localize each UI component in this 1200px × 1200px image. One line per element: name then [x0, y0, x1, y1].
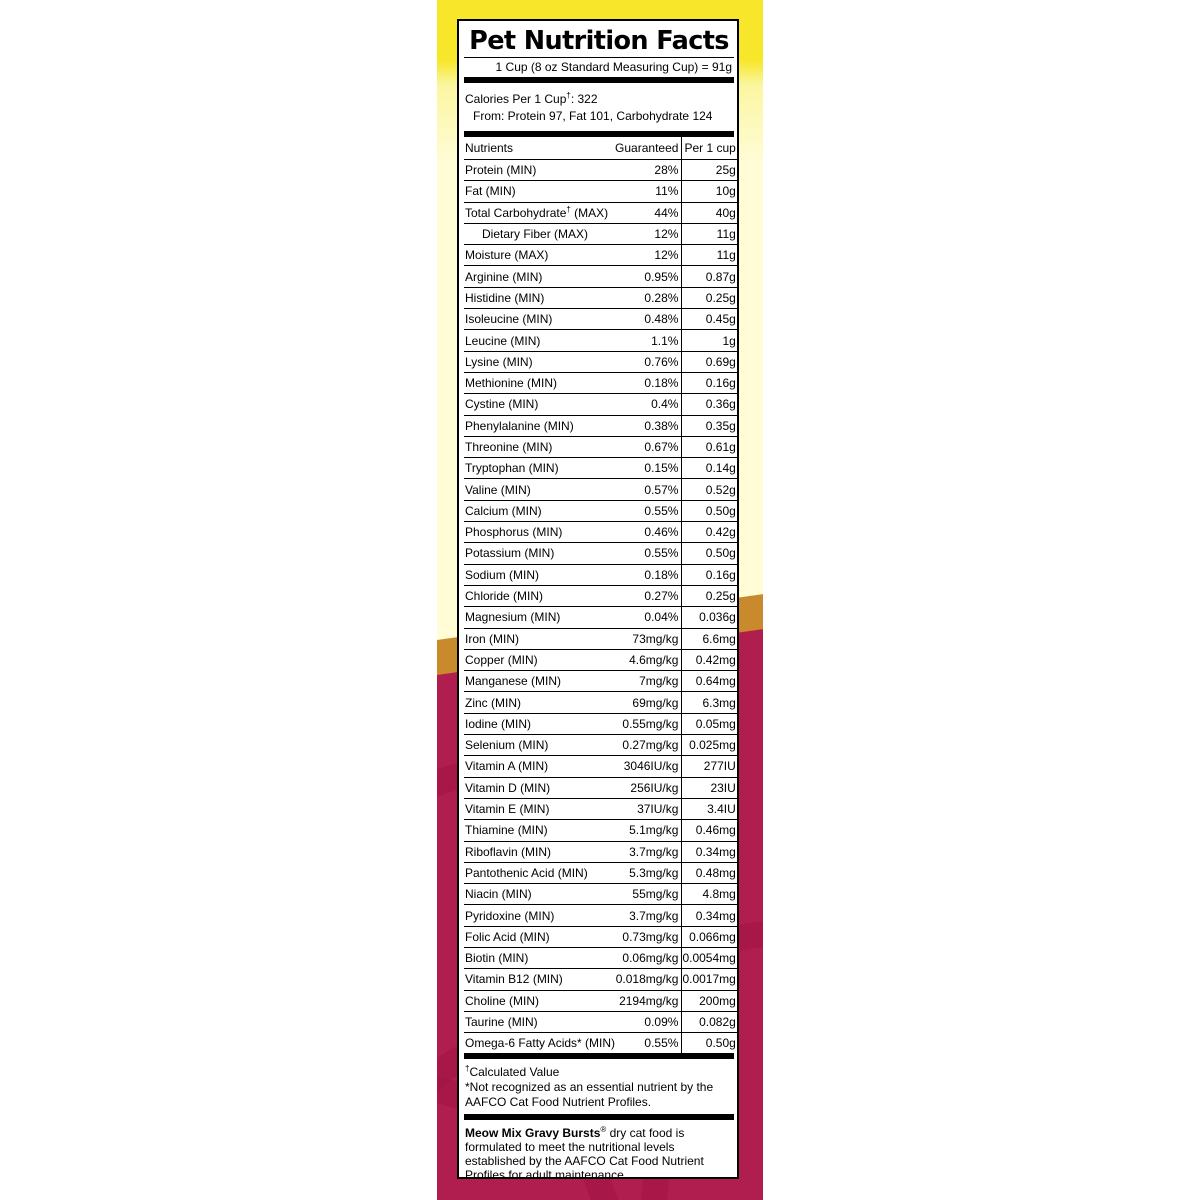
- nutrient-name: [464, 522, 615, 543]
- footnotes: [464, 1059, 734, 1114]
- nutrient-name-text: Biotin (MIN): [465, 951, 529, 966]
- per-cup-value: 0.0054mg: [682, 947, 738, 968]
- nutrient-name: [464, 500, 615, 521]
- nutrient-name: [464, 905, 615, 926]
- nutrient-name-text: Iron (MIN): [465, 631, 519, 646]
- nutrient-name: [464, 947, 615, 968]
- guaranteed-value: 44%: [615, 202, 681, 223]
- nutrient-name-text: Niacin (MIN): [465, 887, 532, 902]
- per-cup-value: 0.45g: [682, 309, 738, 330]
- guaranteed-value: 0.018mg/kg: [615, 969, 681, 990]
- guaranteed-value: 2194mg/kg: [615, 990, 681, 1011]
- table-row: [464, 543, 738, 564]
- per-cup-value: 0.25g: [682, 585, 738, 606]
- guaranteed-value: 0.06mg/kg: [615, 947, 681, 968]
- guaranteed-value: 0.95%: [615, 266, 681, 287]
- per-cup-value: 25g: [682, 160, 738, 181]
- guaranteed-value: 0.27%: [615, 585, 681, 606]
- footnote-calculated: [465, 1065, 734, 1080]
- nutrient-name-text: Tryptophan (MIN): [465, 461, 559, 476]
- per-cup-value: 0.34mg: [682, 841, 738, 862]
- table-row: [464, 564, 738, 585]
- per-cup-value: 0.50g: [682, 1033, 738, 1054]
- guaranteed-value: 0.57%: [615, 479, 681, 500]
- nutrient-name: [464, 372, 615, 393]
- guaranteed-value: 3.7mg/kg: [615, 841, 681, 862]
- per-cup-value: 0.48mg: [682, 862, 738, 883]
- per-cup-value: 200mg: [682, 990, 738, 1011]
- table-row: [464, 458, 738, 479]
- guaranteed-value: 28%: [615, 160, 681, 181]
- per-cup-value: 0.16g: [682, 372, 738, 393]
- table-row: [464, 671, 738, 692]
- per-cup-value: 277IU: [682, 756, 738, 777]
- nutrient-name: [464, 160, 615, 181]
- per-cup-value: 11g: [682, 245, 738, 266]
- guaranteed-value: 0.55%: [615, 543, 681, 564]
- per-cup-value: 0.082g: [682, 1011, 738, 1032]
- nutrient-name-text: Moisture (MAX): [465, 248, 549, 263]
- guaranteed-value: 5.3mg/kg: [615, 862, 681, 883]
- nutrient-name-text: Valine (MIN): [465, 482, 531, 497]
- nutrient-name-text: Isoleucine (MIN): [465, 312, 553, 327]
- nutrient-name-text: Vitamin D (MIN): [465, 780, 551, 795]
- nutrient-name-text: Protein (MIN): [465, 163, 537, 178]
- nutrient-name-text: Choline (MIN): [465, 993, 540, 1008]
- nutrient-name: [464, 692, 615, 713]
- nutrient-name: [464, 585, 615, 606]
- table-row: [464, 522, 738, 543]
- table-row: [464, 1033, 738, 1054]
- table-row: [464, 436, 738, 457]
- guaranteed-value: 0.28%: [615, 287, 681, 308]
- table-row: [464, 372, 738, 393]
- nutrient-name: [464, 223, 615, 244]
- calories-value: : 322: [570, 92, 598, 106]
- guaranteed-value: 1.1%: [615, 330, 681, 351]
- guaranteed-value: 4.6mg/kg: [615, 649, 681, 670]
- table-row: [464, 798, 738, 819]
- per-cup-value: 3.4IU: [682, 798, 738, 819]
- guaranteed-value: 0.38%: [615, 415, 681, 436]
- table-row: [464, 479, 738, 500]
- nutrient-name-text: Histidine (MIN): [465, 290, 545, 305]
- per-cup-value: 0.61g: [682, 436, 738, 457]
- nutrient-name-text: Leucine (MIN): [465, 333, 541, 348]
- guaranteed-value: 5.1mg/kg: [615, 820, 681, 841]
- table-row: [464, 394, 738, 415]
- dagger-mark: †: [566, 91, 571, 100]
- dagger-mark: †: [566, 204, 571, 214]
- nutrition-facts-panel: [457, 19, 739, 1183]
- nutrient-name-text: Cystine (MIN): [465, 397, 539, 412]
- guaranteed-value: 0.55%: [615, 500, 681, 521]
- guaranteed-value: 3.7mg/kg: [615, 905, 681, 926]
- per-cup-value: 0.69g: [682, 351, 738, 372]
- guaranteed-value: 0.18%: [615, 564, 681, 585]
- column-header-nutrients: Nutrients: [464, 137, 615, 160]
- per-cup-value: 0.025mg: [682, 735, 738, 756]
- nutrient-name-text: Vitamin A (MIN): [465, 759, 549, 774]
- nutrient-name: [464, 756, 615, 777]
- nutrient-name: [464, 181, 615, 202]
- nutrient-name: [464, 458, 615, 479]
- nutrient-name: [464, 820, 615, 841]
- per-cup-value: 0.036g: [682, 607, 738, 628]
- calories-from: From: Protein 97, Fat 101, Carbohydrate 124: [473, 109, 713, 123]
- table-row: [464, 415, 738, 436]
- nutrient-name-text: Folic Acid (MIN): [465, 929, 550, 944]
- nutrient-name: [464, 266, 615, 287]
- nutrient-name-text: Dietary Fiber (MAX): [482, 227, 589, 242]
- nutrient-name: [464, 1011, 615, 1032]
- calories-line: [465, 91, 734, 108]
- per-cup-value: 0.64mg: [682, 671, 738, 692]
- nutrient-name: [464, 841, 615, 862]
- table-row: [464, 884, 738, 905]
- nutrient-name: [464, 543, 615, 564]
- nutrient-name-text: Sodium (MIN): [465, 567, 540, 582]
- nutrient-name-text: Magnesium (MIN): [465, 610, 561, 625]
- table-row: [464, 500, 738, 521]
- nutrient-name-text: Chloride (MIN): [465, 589, 544, 604]
- per-cup-value: 0.50g: [682, 500, 738, 521]
- guaranteed-value: 0.18%: [615, 372, 681, 393]
- table-row: [464, 181, 738, 202]
- table-row: [464, 862, 738, 883]
- nutrient-name: [464, 777, 615, 798]
- serving-size: 1 Cup (8 oz Standard Measuring Cup) = 91g: [495, 60, 732, 74]
- guaranteed-value: 0.76%: [615, 351, 681, 372]
- nutrient-name-text: Pantothenic Acid (MIN): [465, 865, 588, 880]
- calories-block: [464, 83, 734, 131]
- nutrient-name-text: Arginine (MIN): [465, 269, 543, 284]
- nutrient-name-text: Thiamine (MIN): [465, 823, 548, 838]
- guaranteed-value: 0.55%: [644, 1036, 679, 1051]
- nutrient-name: [464, 564, 615, 585]
- per-cup-value: 0.87g: [682, 266, 738, 287]
- nutrient-table: [464, 137, 738, 1053]
- guaranteed-value: 73mg/kg: [615, 628, 681, 649]
- nutrient-name: [464, 394, 615, 415]
- nutrient-name-text: Vitamin E (MIN): [465, 802, 550, 817]
- nutrient-name: [464, 926, 615, 947]
- per-cup-value: 0.52g: [682, 479, 738, 500]
- per-cup-value: 0.05mg: [682, 713, 738, 734]
- guaranteed-value: 12%: [615, 245, 681, 266]
- per-cup-value: 0.25g: [682, 287, 738, 308]
- table-row: [464, 160, 738, 181]
- nutrient-name: [464, 884, 615, 905]
- guaranteed-value: 0.67%: [615, 436, 681, 457]
- nutrient-name: [464, 735, 615, 756]
- table-row: [464, 905, 738, 926]
- guaranteed-value: 0.27mg/kg: [615, 735, 681, 756]
- table-row: [464, 607, 738, 628]
- guaranteed-value: 7mg/kg: [615, 671, 681, 692]
- nutrient-name-text: Phenylalanine (MIN): [465, 418, 574, 433]
- table-row: [464, 202, 738, 223]
- per-cup-value: 1g: [682, 330, 738, 351]
- nutrient-name: [464, 649, 615, 670]
- column-header-per-cup: Per 1 cup: [682, 137, 738, 160]
- nutrient-name-text: Phosphorus (MIN): [465, 525, 563, 540]
- nutrient-name-suffix: (MAX): [570, 205, 609, 220]
- nutrient-name-text: Zinc (MIN): [465, 695, 521, 710]
- nutrient-name-text: Fat (MIN): [465, 184, 516, 199]
- per-cup-value: 4.8mg: [682, 884, 738, 905]
- nutrient-name-text: Vitamin B12 (MIN): [465, 972, 563, 987]
- table-row: [464, 287, 738, 308]
- nutrient-name: [464, 436, 615, 457]
- guaranteed-value: 37IU/kg: [615, 798, 681, 819]
- per-cup-value: 0.16g: [682, 564, 738, 585]
- guaranteed-value: 3046IU/kg: [615, 756, 681, 777]
- nutrient-name-text: Total Carbohydrate: [465, 205, 567, 220]
- nutrient-name: [464, 330, 615, 351]
- table-row: [464, 309, 738, 330]
- nutrient-name: [464, 351, 615, 372]
- table-row: [464, 223, 738, 244]
- table-row: [464, 692, 738, 713]
- table-row: [464, 245, 738, 266]
- per-cup-value: 11g: [682, 223, 738, 244]
- table-row: [464, 820, 738, 841]
- nutrient-name: [464, 1033, 615, 1054]
- table-row: [464, 841, 738, 862]
- table-row: [464, 1011, 738, 1032]
- per-cup-value: 0.46mg: [682, 820, 738, 841]
- nutrient-name-text: Calcium (MIN): [465, 503, 542, 518]
- table-row: [464, 266, 738, 287]
- per-cup-value: 0.50g: [682, 543, 738, 564]
- nutrient-name: [464, 202, 615, 223]
- table-row: [464, 649, 738, 670]
- per-cup-value: 10g: [682, 181, 738, 202]
- nutrient-name: [464, 287, 615, 308]
- nutrient-name: [464, 479, 615, 500]
- nutrient-name: [464, 245, 615, 266]
- guaranteed-value: 11%: [615, 181, 681, 202]
- table-row: [464, 969, 738, 990]
- footnote-calculated-text: Calculated Value: [469, 1065, 560, 1080]
- nutrient-name-text: Iodine (MIN): [465, 716, 532, 731]
- nutrient-name: [464, 969, 615, 990]
- panel-title: Pet Nutrition Facts: [469, 26, 729, 56]
- nutrient-name: [464, 309, 615, 330]
- table-row: [464, 585, 738, 606]
- nutrient-name-text: Pyridoxine (MIN): [465, 908, 555, 923]
- nutrient-name: [464, 713, 615, 734]
- nutrient-name: [464, 862, 615, 883]
- per-cup-value: 0.0017mg: [682, 969, 738, 990]
- table-header-row: [464, 137, 738, 160]
- table-row: [464, 330, 738, 351]
- table-row: [464, 628, 738, 649]
- guaranteed-value: 0.48%: [615, 309, 681, 330]
- registered-mark: ®: [600, 1125, 607, 1135]
- table-row: [464, 713, 738, 734]
- nutrient-name: [464, 798, 615, 819]
- nutrient-name: [464, 671, 615, 692]
- nutrient-name-text: Potassium (MIN): [465, 546, 555, 561]
- aafco-statement: [464, 1120, 734, 1182]
- calories-label: Calories Per 1 Cup: [465, 92, 567, 106]
- table-row: [464, 926, 738, 947]
- table-row: [464, 777, 738, 798]
- guaranteed-value: 0.46%: [615, 522, 681, 543]
- nutrient-name-text: Selenium (MIN): [465, 738, 549, 753]
- footnote-aafco: *Not recognized as an essential nutrient by the AAFCO Cat Food Nutrient Profiles.: [465, 1080, 714, 1110]
- column-header-guaranteed: Guaranteed: [615, 137, 681, 160]
- per-cup-value: 0.42mg: [682, 649, 738, 670]
- nutrient-name-text: Riboflavin (MIN): [465, 844, 552, 859]
- guaranteed-value: 0.73mg/kg: [615, 926, 681, 947]
- per-cup-value: 6.3mg: [682, 692, 738, 713]
- nutrient-name: [464, 628, 615, 649]
- table-row: [464, 756, 738, 777]
- nutrient-name: [464, 990, 615, 1011]
- guaranteed-value: 69mg/kg: [615, 692, 681, 713]
- per-cup-value: 0.36g: [682, 394, 738, 415]
- per-cup-value: 6.6mg: [682, 628, 738, 649]
- nutrient-name: [464, 415, 615, 436]
- guaranteed-value: 0.04%: [615, 607, 681, 628]
- per-cup-value: 0.42g: [682, 522, 738, 543]
- nutrient-name-text: Threonine (MIN): [465, 440, 553, 454]
- nutrient-name: [464, 607, 615, 628]
- nutrient-name-text: Copper (MIN): [465, 652, 538, 667]
- guaranteed-value: 55mg/kg: [615, 884, 681, 905]
- nutrient-name-text: Manganese (MIN): [465, 674, 562, 689]
- guaranteed-value: 256IU/kg: [615, 777, 681, 798]
- per-cup-value: 0.35g: [682, 415, 738, 436]
- per-cup-value: 0.066mg: [682, 926, 738, 947]
- guaranteed-value: 0.09%: [615, 1011, 681, 1032]
- per-cup-value: 0.34mg: [682, 905, 738, 926]
- nutrient-name-text: Lysine (MIN): [465, 354, 533, 369]
- statement-text: dry cat food is formulated to meet the nutritional levels established by the AAFCO Cat Food Nutrient Profiles for adult maintenance.: [465, 1126, 704, 1183]
- table-row: [464, 351, 738, 372]
- dagger-mark: †: [465, 1064, 470, 1074]
- nutrient-name-text: Taurine (MIN): [465, 1015, 538, 1030]
- table-row: [464, 990, 738, 1011]
- nutrient-name-text: Omega-6 Fatty Acids* (MIN): [465, 1036, 616, 1051]
- per-cup-value: 23IU: [682, 777, 738, 798]
- guaranteed-value: 0.4%: [615, 394, 681, 415]
- table-row: [464, 947, 738, 968]
- guaranteed-value: 0.15%: [615, 458, 681, 479]
- guaranteed-value: 0.55mg/kg: [615, 713, 681, 734]
- per-cup-value: 0.14g: [682, 458, 738, 479]
- brand-name: Meow Mix Gravy Bursts: [465, 1126, 601, 1141]
- table-row: [464, 735, 738, 756]
- nutrient-name-text: Methionine (MIN): [465, 376, 558, 391]
- per-cup-value: 40g: [682, 202, 738, 223]
- guaranteed-value: 12%: [615, 223, 681, 244]
